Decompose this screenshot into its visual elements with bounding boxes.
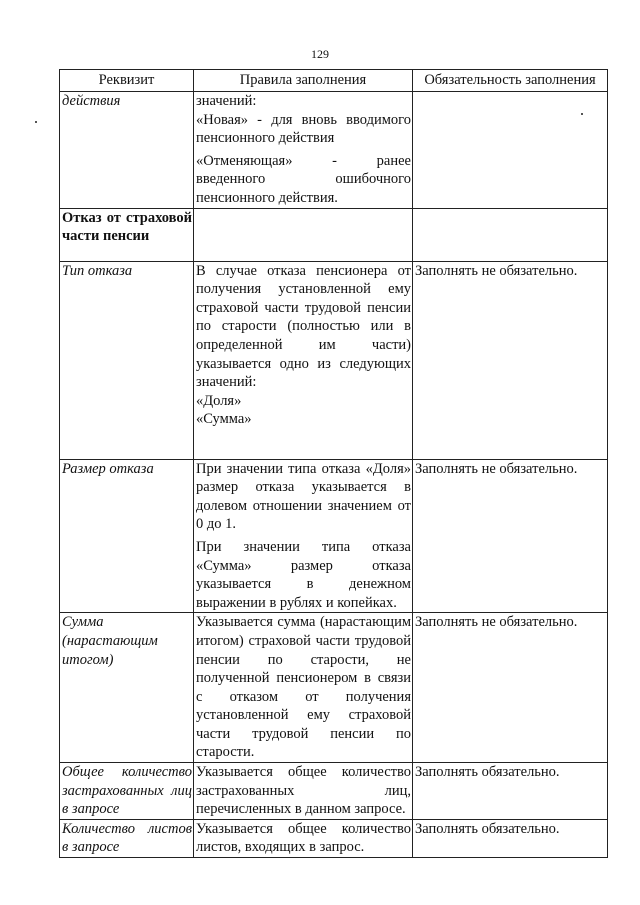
rule-text: Указывается общее количество застрахованных лиц, перечисленных в данном запросе. — [196, 764, 411, 818]
table-row-section — [60, 208, 608, 261]
requisite-cell: действия — [60, 92, 194, 209]
rule-text: «Отменяющая» - ранее введенного ошибочного пенсионного действия. — [196, 152, 411, 206]
requisite-cell: Размер отказа — [60, 459, 194, 613]
table-row — [60, 763, 608, 820]
rules-cell — [194, 208, 413, 261]
obligation-cell: Заполнять обязательно. — [413, 819, 608, 857]
table-row — [60, 261, 608, 459]
page-number: 129 — [311, 47, 329, 61]
rule-text: В случае отказа пенсионера от получения установленной ему страховой части трудовой пенсии по старости (полностью или в определенной им части) указывается одно из следующих значений: — [196, 262, 411, 391]
obligation-cell: Заполнять не обязательно. — [413, 261, 608, 459]
rules-table — [59, 69, 608, 858]
rules-cell — [194, 819, 413, 857]
obligation-cell: Заполнять не обязательно. — [413, 613, 608, 763]
table-row — [60, 459, 608, 613]
rule-text: «Новая» - для вновь вводимого пенсионного действия — [196, 111, 411, 147]
rule-text: При значении типа отказа «Доля» размер отказа указывается в долевом отношении значением от 0 до 1. — [196, 460, 411, 533]
rules-cell — [194, 763, 413, 820]
obligation-cell — [413, 208, 608, 261]
rule-text: Указывается сумма (нарастающим итогом) страховой части трудовой пенсии по старости, не полученной пенсионером в связи с отказом от получения установленной ему страховой части трудовой пенсии по старости. — [196, 614, 411, 761]
requisite-cell: Тип отказа — [60, 261, 194, 459]
requisite-cell: Общее количество застрахованных лиц в запросе — [60, 763, 194, 820]
table-header-row — [60, 70, 608, 92]
obligation-cell: Заполнять обязательно. — [413, 763, 608, 820]
rules-cell — [194, 92, 413, 209]
table-row — [60, 92, 608, 209]
rule-text: «Доля» — [196, 392, 242, 409]
rule-text: «Сумма» — [196, 411, 252, 428]
header-rules: Правила заполнения — [194, 70, 413, 92]
rules-cell — [194, 613, 413, 763]
scan-speck — [35, 121, 37, 123]
obligation-cell: Заполнять не обязательно. — [413, 459, 608, 613]
rule-text: значений: — [196, 93, 257, 109]
table-row — [60, 819, 608, 857]
obligation-cell — [413, 92, 608, 209]
requisite-cell: Сумма (нарастающим итогом) — [60, 613, 194, 763]
rule-text: Указывается общее количество листов, входящих в запрос. — [196, 820, 411, 856]
section-title: Отказ от страховой части пенсии — [60, 208, 194, 261]
header-requisite: Реквизит — [60, 70, 194, 92]
rule-text: При значении типа отказа «Сумма» размер отказа указывается в денежном выражении в рублях и копейках. — [196, 538, 411, 611]
requisite-cell: Количество листов в запросе — [60, 819, 194, 857]
table-row — [60, 613, 608, 763]
rules-cell — [194, 261, 413, 459]
header-obligation: Обязательность заполнения — [413, 70, 608, 92]
rules-cell — [194, 459, 413, 613]
